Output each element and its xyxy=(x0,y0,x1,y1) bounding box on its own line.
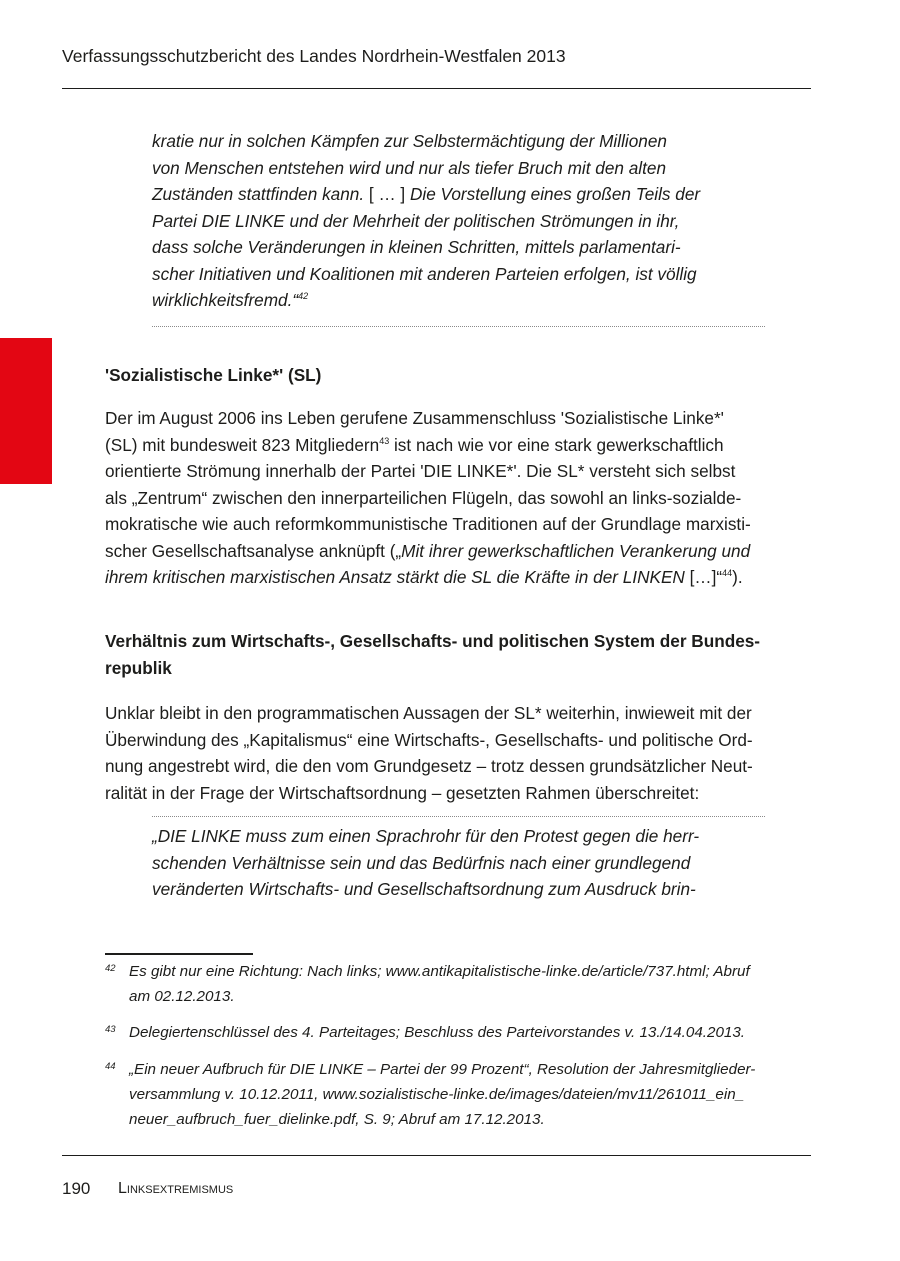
ellipsis-bracket: [ … ] xyxy=(368,184,406,204)
italic-quote: Mit ihrer gewerkschaftlichen Verankerung und xyxy=(401,540,751,561)
text-line: nung angestrebt wird, die den vom Grundgesetz – trotz dessen grundsätzlicher Neut- xyxy=(105,756,753,776)
footnote-line: versammlung v. 10.12.2011, www.sozialistische-linke.de/images/dateien/mv11/261011_ein_ xyxy=(129,1086,745,1103)
text-line xyxy=(105,538,815,565)
text-line: Unklar bleibt in den programmatischen Aussagen der SL* weiterhin, inwieweit mit der xyxy=(105,703,752,723)
heading-line: republik xyxy=(105,658,172,678)
header-rule xyxy=(62,88,811,89)
footer-section-name: Linksextremismus xyxy=(118,1180,234,1197)
quote-block-1 xyxy=(152,128,792,314)
footnote-number: 44 xyxy=(105,1061,116,1072)
italic-quote: ihrem kritischen marxistischen Ansatz stärkt die SL die Kräfte in der LINKEN xyxy=(105,567,685,587)
section-heading xyxy=(105,628,815,682)
quote-text: Die Vorstellung eines großen Teils der xyxy=(409,184,701,204)
text-line: Der im August 2006 ins Leben gerufene Zusammenschluss 'Sozialistische Linke*' xyxy=(105,408,724,428)
text-line: als „Zentrum“ zwischen den innerparteilichen Flügeln, das sowohl an links-sozialde- xyxy=(105,487,742,508)
footnote-ref: 44 xyxy=(722,567,733,578)
text-run: ist nach wie vor eine stark gewerkschaftlich xyxy=(393,434,724,455)
footnote-ref: 43 xyxy=(379,435,390,446)
text-run: […]“ xyxy=(684,567,723,587)
footnote-rule xyxy=(105,953,253,955)
quote-line: von Menschen entstehen wird und nur als tiefer Bruch mit den alten xyxy=(152,157,667,178)
quote-line: schenden Verhältnisse sein und das Bedürfnis nach einer grundlegend xyxy=(152,852,691,873)
footnote-line: am 02.12.2013. xyxy=(129,988,235,1005)
footnote-line: „Ein neuer Aufbruch für DIE LINKE – Partei der 99 Prozent“, Resolution der Jahresmitglieder- xyxy=(129,1061,756,1078)
footnote-line: Es gibt nur eine Richtung: Nach links; www.antikapitalistische-linke.de/article/737.html; Abruf xyxy=(129,963,750,980)
footnote xyxy=(105,1020,815,1045)
text-run: (SL) mit bundesweit 823 Mitgliedern xyxy=(105,434,380,455)
section-paragraph xyxy=(105,700,815,806)
text-line: ralität in der Frage der Wirtschaftsordnung – gesetzten Rahmen überschreitet: xyxy=(105,782,700,803)
quote-text: Zuständen stattfinden kann. xyxy=(152,184,365,204)
text-line: mokratische wie auch reformkommunistische Traditionen auf der Grundlage marxisti- xyxy=(105,514,751,534)
quote-line: „DIE LINKE muss zum einen Sprachrohr für den Protest gegen die herr- xyxy=(152,826,700,846)
footnote xyxy=(105,1057,815,1132)
footnote xyxy=(105,959,815,1009)
running-header-title: Verfassungsschutzbericht des Landes Nordrhein-Westfalen 2013 xyxy=(62,46,566,66)
footnote-ref: 42 xyxy=(298,290,309,301)
footnote-line: Delegiertenschlüssel des 4. Parteitages; Beschluss des Parteivorstandes v. 13./14.04.2013. xyxy=(129,1024,746,1041)
quote-line: scher Initiativen und Koalitionen mit anderen Parteien erfolgen, ist völlig xyxy=(152,263,697,284)
page-number: 190 xyxy=(62,1179,91,1198)
quote-divider xyxy=(152,816,765,817)
text-line: Überwindung des „Kapitalismus“ eine Wirtschafts-, Gesellschafts- und politische Ord- xyxy=(105,729,753,750)
text-run: ). xyxy=(732,567,743,587)
footer-rule xyxy=(62,1155,811,1156)
footnote-line: neuer_aufbruch_fuer_dielinke.pdf, S. 9; Abruf am 17.12.2013. xyxy=(129,1111,545,1128)
text-line: orientierte Strömung innerhalb der Partei 'DIE LINKE*'. Die SL* versteht sich selbst xyxy=(105,461,736,481)
quote-text: wirklichkeitsfremd.“ xyxy=(152,290,299,310)
quote-line: dass solche Veränderungen in kleinen Schritten, mittels parlamentari- xyxy=(152,237,681,257)
chapter-color-tab xyxy=(0,338,52,484)
footnote-number: 43 xyxy=(105,1024,116,1035)
quote-block-2 xyxy=(152,823,792,903)
quote-line xyxy=(152,287,792,314)
quote-line: kratie nur in solchen Kämpfen zur Selbstermächtigung der Millionen xyxy=(152,131,667,151)
footnote-number: 42 xyxy=(105,963,116,974)
text-line xyxy=(105,564,815,591)
quote-line xyxy=(152,181,792,208)
quote-divider xyxy=(152,326,765,327)
text-run: scher Gesellschaftsanalyse anknüpft („ xyxy=(105,540,402,561)
section-heading: 'Sozialistische Linke*' (SL) xyxy=(105,365,322,385)
text-line xyxy=(105,432,815,459)
heading-line: Verhältnis zum Wirtschafts-, Gesellschafts- und politischen System der Bundes- xyxy=(105,631,761,651)
quote-line: Partei DIE LINKE und der Mehrheit der politischen Strömungen in ihr, xyxy=(152,210,680,231)
section-paragraph xyxy=(105,405,815,591)
quote-line: veränderten Wirtschafts- und Gesellschaftsordnung zum Ausdruck brin- xyxy=(152,879,696,899)
